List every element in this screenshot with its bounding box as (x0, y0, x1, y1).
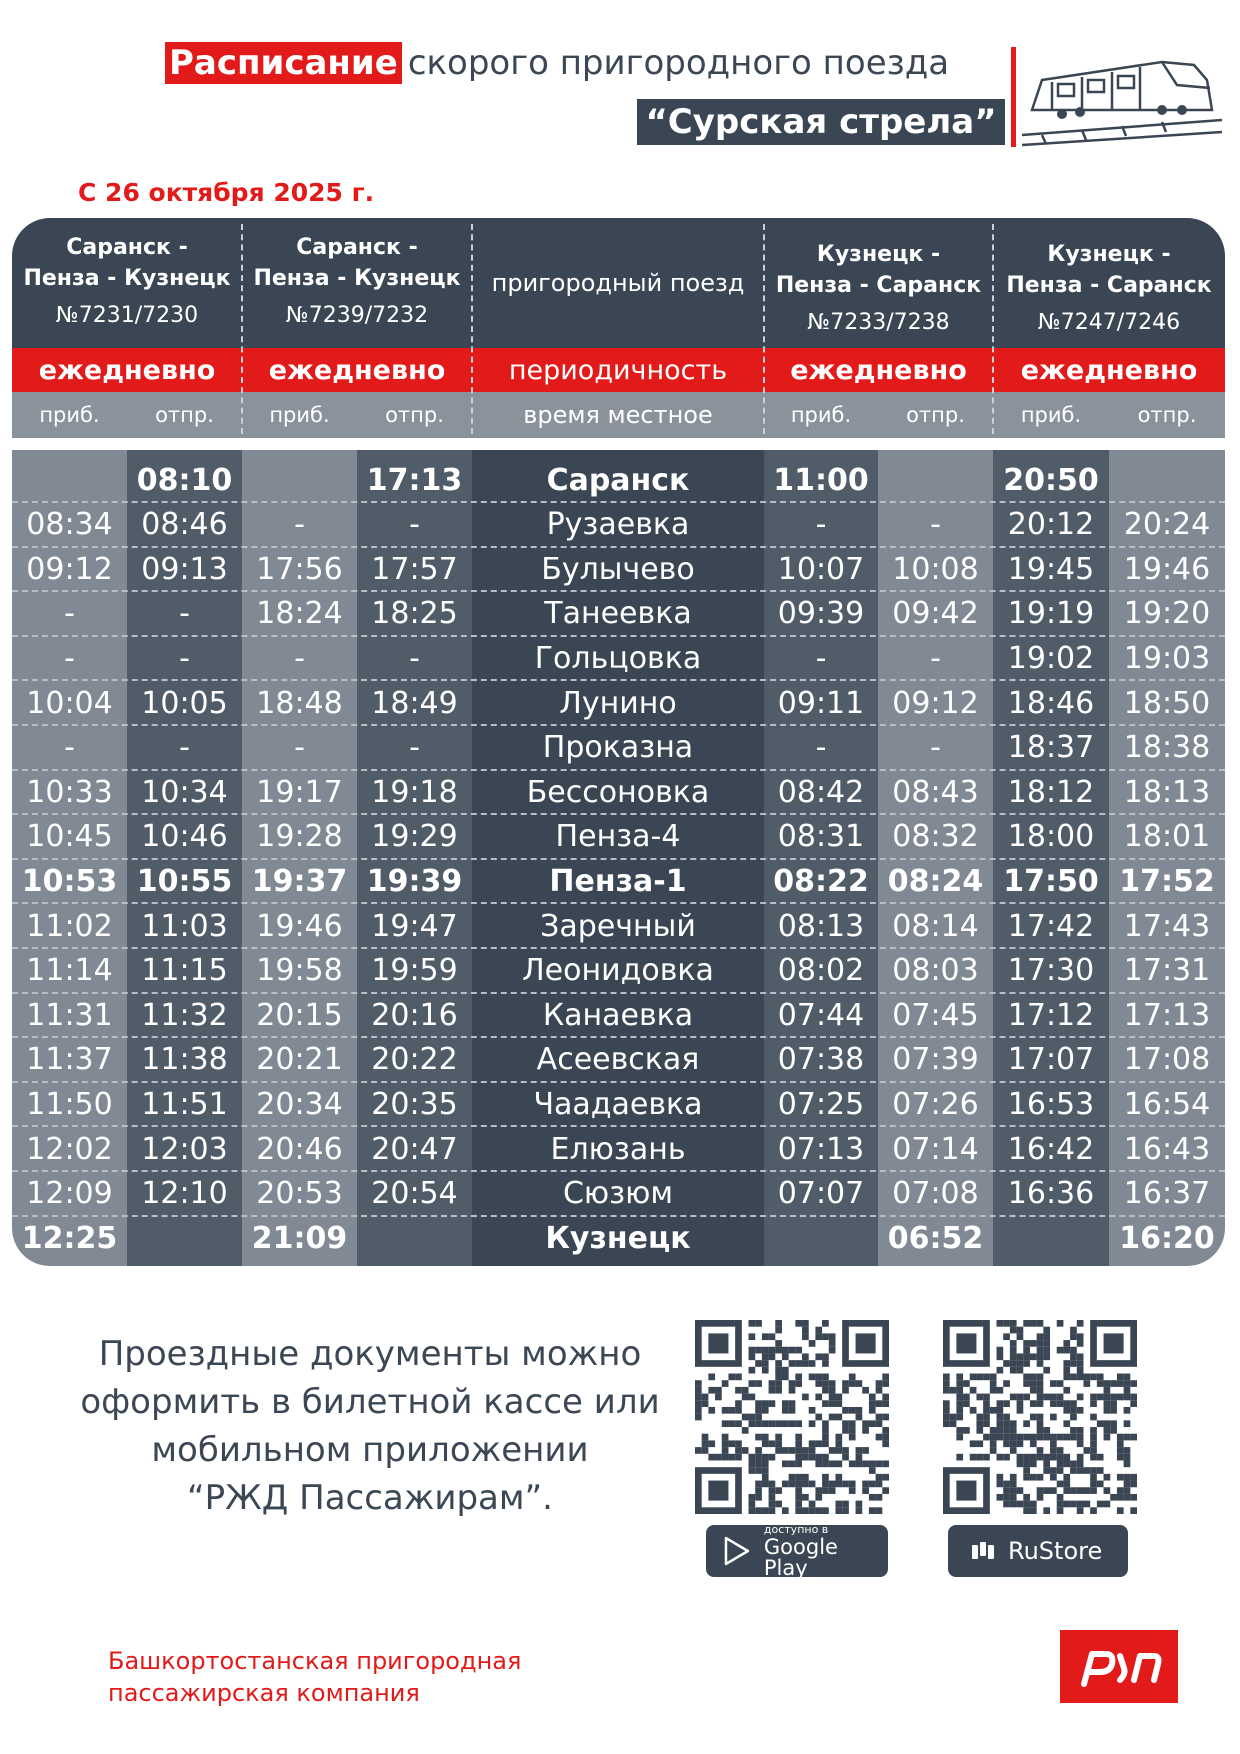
departure-time: - (930, 507, 941, 543)
play-icon (720, 1534, 754, 1568)
arrival-time: 19:58 (256, 953, 343, 989)
table-row (12, 547, 1225, 591)
arrival-time: - (294, 730, 305, 766)
arrival-time: 17:42 (1007, 908, 1095, 944)
arrival-time: 08:22 (773, 863, 869, 899)
arrival-time: 19:17 (256, 774, 343, 810)
rzd-logo-icon (1074, 1644, 1164, 1690)
arrival-time: 08:02 (777, 953, 865, 989)
departure-time: 17:13 (1123, 997, 1211, 1033)
rustore-icon (968, 1536, 998, 1566)
departure-time: 07:45 (892, 997, 979, 1033)
header-separator (992, 224, 994, 434)
departure-time: 16:37 (1123, 1176, 1211, 1212)
arrival-time: 08:31 (777, 819, 865, 855)
arrival-time: 12:09 (26, 1176, 113, 1212)
departure-time: 17:57 (371, 551, 458, 587)
departure-time: 18:25 (371, 596, 458, 632)
arrival-time: 16:42 (1007, 1131, 1095, 1167)
route-line-1: Саранск - (296, 235, 418, 260)
train-number: №7233/7238 (807, 310, 950, 335)
arrival-time: 08:34 (26, 507, 113, 543)
departure-label: отпр. (1137, 403, 1197, 427)
arrival-time: 18:00 (1007, 819, 1095, 855)
timetable-header (12, 218, 1225, 348)
departure-time: 10:05 (141, 685, 228, 721)
arrival-time: 17:12 (1007, 997, 1095, 1033)
arrival-label: приб. (39, 403, 100, 427)
departure-time: - (179, 640, 190, 676)
table-row (12, 904, 1225, 948)
arrival-time: 07:13 (777, 1131, 865, 1167)
title-highlight: Расписание (165, 42, 402, 84)
station-name: Чаадаевка (533, 1086, 703, 1122)
table-row (12, 993, 1225, 1037)
title-line-1 (165, 42, 949, 84)
station-name: Асеевская (536, 1042, 700, 1078)
column-header-7231 (12, 218, 242, 348)
departure-time: 18:13 (1123, 774, 1211, 810)
train-name: “Сурская стрела” (637, 99, 1005, 145)
rustore-button[interactable] (948, 1525, 1128, 1577)
route-line-2: Пенза - Саранск (1006, 273, 1212, 298)
arrival-time: 17:07 (1007, 1042, 1095, 1078)
arrival-time: 07:25 (777, 1086, 865, 1122)
arrival-time: 09:12 (26, 551, 113, 587)
station-name: Заречный (540, 908, 696, 944)
route-line-1: Кузнецк - (1047, 242, 1171, 267)
departure-time: - (930, 730, 941, 766)
column-header-7233 (764, 218, 993, 348)
departure-time: 08:24 (887, 863, 984, 899)
ticket-info-line: “РЖД Пассажирам”. (187, 1478, 553, 1518)
table-row (12, 770, 1225, 814)
ticket-info-line: оформить в билетной кассе или (80, 1382, 660, 1422)
arrival-time: 17:56 (256, 551, 343, 587)
departure-time: - (179, 730, 190, 766)
title-rest: скорого пригородного поезда (407, 43, 950, 83)
departure-time: 20:47 (371, 1131, 458, 1167)
departure-time: 08:03 (892, 953, 979, 989)
departure-time: 18:38 (1123, 730, 1211, 766)
departure-time: 11:51 (141, 1086, 228, 1122)
table-row (12, 636, 1225, 680)
arrival-time: - (294, 640, 305, 676)
station-name: Бессоновка (526, 774, 710, 810)
arrival-time (12, 458, 127, 502)
station-name: Сюзюм (562, 1176, 674, 1212)
departure-time (127, 1216, 242, 1260)
arrival-time: 19:28 (256, 819, 343, 855)
column-header-7247 (993, 218, 1225, 348)
column-header-7239 (242, 218, 472, 348)
departure-time: 07:26 (892, 1086, 979, 1122)
header-separator (471, 224, 473, 434)
company-name (108, 1645, 521, 1709)
departure-label: отпр. (906, 403, 965, 427)
rustore-qr-code[interactable] (943, 1320, 1137, 1514)
route-line-2: Пенза - Кузнецк (253, 266, 461, 291)
station-name: Лунино (559, 685, 677, 721)
arrival-time (242, 458, 357, 502)
frequency-7247: ежедневно (1020, 354, 1198, 386)
departure-time: 08:14 (892, 908, 979, 944)
departure-time: - (930, 640, 941, 676)
table-row (12, 681, 1225, 725)
departure-time (357, 1216, 472, 1260)
arrival-time: 12:02 (26, 1131, 113, 1167)
departure-time: 06:52 (887, 1220, 984, 1256)
departure-time: 08:32 (892, 819, 979, 855)
arrival-time: 08:42 (777, 774, 865, 810)
train-number: №7247/7246 (1037, 310, 1181, 335)
arrival-time: 09:39 (777, 596, 865, 632)
arrival-time: 18:37 (1007, 730, 1095, 766)
route-line-2: Пенза - Саранск (775, 273, 982, 298)
departure-time: 20:22 (371, 1042, 458, 1078)
station-name: Булычево (541, 551, 695, 587)
arrival-time: 19:02 (1007, 640, 1095, 676)
departure-time: 11:32 (141, 997, 228, 1033)
departure-time: - (409, 640, 420, 676)
departure-time: 19:03 (1123, 640, 1211, 676)
frequency-7239: ежедневно (268, 354, 446, 386)
ticket-info-line: мобильном приложении (151, 1430, 589, 1470)
title-divider (1011, 47, 1016, 147)
station-name: Танеевка (544, 596, 692, 632)
station-name: Канаевка (542, 997, 694, 1033)
departure-time: 18:01 (1123, 819, 1211, 855)
arrival-time: 21:09 (251, 1220, 348, 1256)
arrival-time: 20:46 (256, 1131, 343, 1167)
arrival-time: 07:38 (777, 1042, 865, 1078)
arrival-time: 10:04 (26, 685, 113, 721)
google-play-label: Google Play (763, 1534, 838, 1580)
arrival-time: - (64, 730, 75, 766)
departure-time: 07:39 (892, 1042, 979, 1078)
arrival-time: 11:31 (26, 997, 113, 1033)
departure-time: 19:20 (1123, 596, 1211, 632)
station-name: Пенза-1 (549, 863, 687, 899)
table-row (12, 1038, 1225, 1082)
arrival-time: 11:37 (26, 1042, 113, 1078)
departure-time: 17:31 (1123, 953, 1211, 989)
arrival-time: 19:45 (1007, 551, 1095, 587)
departure-time: 12:03 (141, 1131, 228, 1167)
departure-time: 19:29 (371, 819, 458, 855)
frequency-7231: ежедневно (38, 354, 216, 386)
departure-time (1109, 458, 1225, 502)
arrival-time: - (815, 730, 827, 766)
departure-time: 08:10 (136, 462, 233, 498)
local-time-label: время местное (523, 401, 713, 429)
arrival-time: 18:48 (256, 685, 343, 721)
departure-time: 09:42 (892, 596, 979, 632)
station-name: Пенза-4 (555, 819, 681, 855)
departure-time: 08:43 (892, 774, 979, 810)
table-row (12, 1172, 1225, 1216)
arrival-time: 09:11 (777, 685, 865, 721)
ticket-info (70, 1330, 670, 1522)
arrival-time: 17:30 (1007, 953, 1095, 989)
station-name: Проказна (542, 730, 694, 766)
timetable-body (12, 450, 1225, 1266)
arrival-time: 08:13 (777, 908, 865, 944)
middle-header: пригородный поезд (491, 269, 745, 297)
arrival-time: 18:12 (1007, 774, 1095, 810)
train-number: №7231/7230 (55, 303, 199, 328)
route-line-1: Кузнецк - (816, 242, 941, 267)
departure-time: 16:20 (1119, 1220, 1215, 1256)
departure-time: 19:39 (366, 863, 463, 899)
arrival-label: приб. (1020, 403, 1082, 427)
route-line-2: Пенза - Кузнецк (23, 266, 231, 291)
arrival-time: - (64, 596, 75, 632)
departure-time: 11:03 (141, 908, 228, 944)
train-icon (1022, 40, 1222, 150)
effective-date: С 26 октября 2025 г. (78, 178, 375, 207)
frequency-row (12, 348, 1225, 392)
table-row (12, 1127, 1225, 1171)
departure-time: - (409, 730, 420, 766)
table-row (12, 458, 1225, 502)
arrival-time: 10:07 (777, 551, 865, 587)
departure-time: 20:24 (1123, 507, 1211, 543)
arrival-time: 10:53 (21, 863, 118, 899)
departure-time: 17:08 (1123, 1042, 1211, 1078)
company-line-2: пассажирская компания (108, 1679, 420, 1707)
arrival-label: приб. (269, 403, 330, 427)
arrival-time: - (64, 640, 75, 676)
departure-time: 20:35 (371, 1086, 458, 1122)
header-separator (241, 224, 243, 434)
departure-time: 19:59 (371, 953, 458, 989)
departure-time: 10:08 (892, 551, 979, 587)
arrival-time: - (815, 507, 827, 543)
departure-time: 09:12 (892, 685, 979, 721)
arrival-time: 11:50 (26, 1086, 113, 1122)
departure-time: 16:54 (1123, 1086, 1211, 1122)
departure-time: 07:14 (892, 1131, 979, 1167)
departure-time: 11:38 (141, 1042, 228, 1078)
departure-time: 17:13 (366, 462, 463, 498)
rzd-logo (1060, 1630, 1178, 1703)
ticket-info-line: Проездные документы можно (98, 1334, 642, 1374)
arrival-time: - (294, 507, 305, 543)
arrival-time: 11:02 (26, 908, 113, 944)
station-name: Гольцовка (534, 640, 702, 676)
arrival-time (993, 1216, 1109, 1260)
departure-time: 17:43 (1123, 908, 1211, 944)
arrival-time: 19:37 (251, 863, 348, 899)
train-number: №7239/7232 (285, 303, 429, 328)
departure-label: отпр. (155, 403, 214, 427)
arrival-time: 20:50 (1003, 462, 1099, 498)
table-row (12, 503, 1225, 547)
arrival-time (764, 1216, 878, 1260)
arrival-time: 11:00 (773, 462, 869, 498)
departure-time: 18:50 (1123, 685, 1211, 721)
arrival-time: 18:24 (256, 596, 343, 632)
arrival-time: - (815, 640, 827, 676)
arrival-time: 20:53 (256, 1176, 343, 1212)
company-line-1: Башкортостанская пригородная (108, 1647, 522, 1675)
departure-time: 12:10 (141, 1176, 228, 1212)
arrival-time: 07:07 (777, 1176, 865, 1212)
departure-time: 08:46 (141, 507, 228, 543)
arrival-time: 10:33 (26, 774, 113, 810)
table-row (12, 592, 1225, 636)
arrival-time: 17:50 (1003, 863, 1099, 899)
departure-time: 10:46 (141, 819, 228, 855)
arrival-time: 19:46 (256, 908, 343, 944)
table-row (12, 1082, 1225, 1126)
frequency-7233: ежедневно (790, 354, 967, 386)
arrival-time: 20:34 (256, 1086, 343, 1122)
arrival-time: 20:15 (256, 997, 343, 1033)
arrival-label: приб. (790, 403, 852, 427)
header-separator (763, 224, 765, 434)
departure-label: отпр. (385, 403, 444, 427)
station-name: Саранск (546, 462, 690, 498)
departure-time: 19:46 (1123, 551, 1211, 587)
station-name: Елюзань (550, 1131, 686, 1167)
google-play-caption: доступно в (763, 1522, 829, 1536)
arrival-time: 11:14 (26, 953, 113, 989)
station-name: Рузаевка (546, 507, 690, 543)
arrival-time: 19:19 (1007, 596, 1095, 632)
table-row (12, 1216, 1225, 1260)
arrival-time: 07:44 (777, 997, 865, 1033)
departure-time: 11:15 (141, 953, 228, 989)
departure-time: - (409, 507, 420, 543)
google-play-qr-code[interactable] (695, 1320, 889, 1514)
arrival-time: 12:25 (21, 1220, 118, 1256)
arrival-time: 16:36 (1007, 1176, 1095, 1212)
arrival-time: 20:12 (1007, 507, 1095, 543)
departure-time: 20:16 (371, 997, 458, 1033)
departure-time: 19:18 (371, 774, 458, 810)
table-row (12, 726, 1225, 770)
departure-time: 19:47 (371, 908, 458, 944)
route-line-1: Саранск - (66, 235, 188, 260)
station-name: Кузнецк (545, 1220, 691, 1256)
frequency-label: периодичность (508, 354, 728, 386)
subheader-row (12, 392, 1225, 438)
departure-time: 10:34 (141, 774, 228, 810)
departure-time: 07:08 (892, 1176, 979, 1212)
departure-time: 09:13 (141, 551, 228, 587)
arrival-time: 10:45 (26, 819, 113, 855)
timetable (12, 218, 1225, 1266)
departure-time: 18:49 (371, 685, 458, 721)
table-row (12, 859, 1225, 903)
table-row (12, 949, 1225, 993)
departure-time: 16:43 (1123, 1131, 1211, 1167)
table-row (12, 815, 1225, 859)
rustore-label: RuStore (1008, 1537, 1103, 1565)
arrival-time: 16:53 (1007, 1086, 1095, 1122)
arrival-time: 20:21 (256, 1042, 343, 1078)
google-play-button[interactable] (706, 1522, 888, 1580)
departure-time: 10:55 (136, 863, 233, 899)
departure-time (878, 458, 993, 502)
departure-time: - (179, 596, 190, 632)
arrival-time: 18:46 (1007, 685, 1095, 721)
station-name: Леонидовка (522, 953, 714, 989)
departure-time: 17:52 (1119, 863, 1215, 899)
departure-time: 20:54 (371, 1176, 458, 1212)
column-header-station (472, 218, 764, 348)
